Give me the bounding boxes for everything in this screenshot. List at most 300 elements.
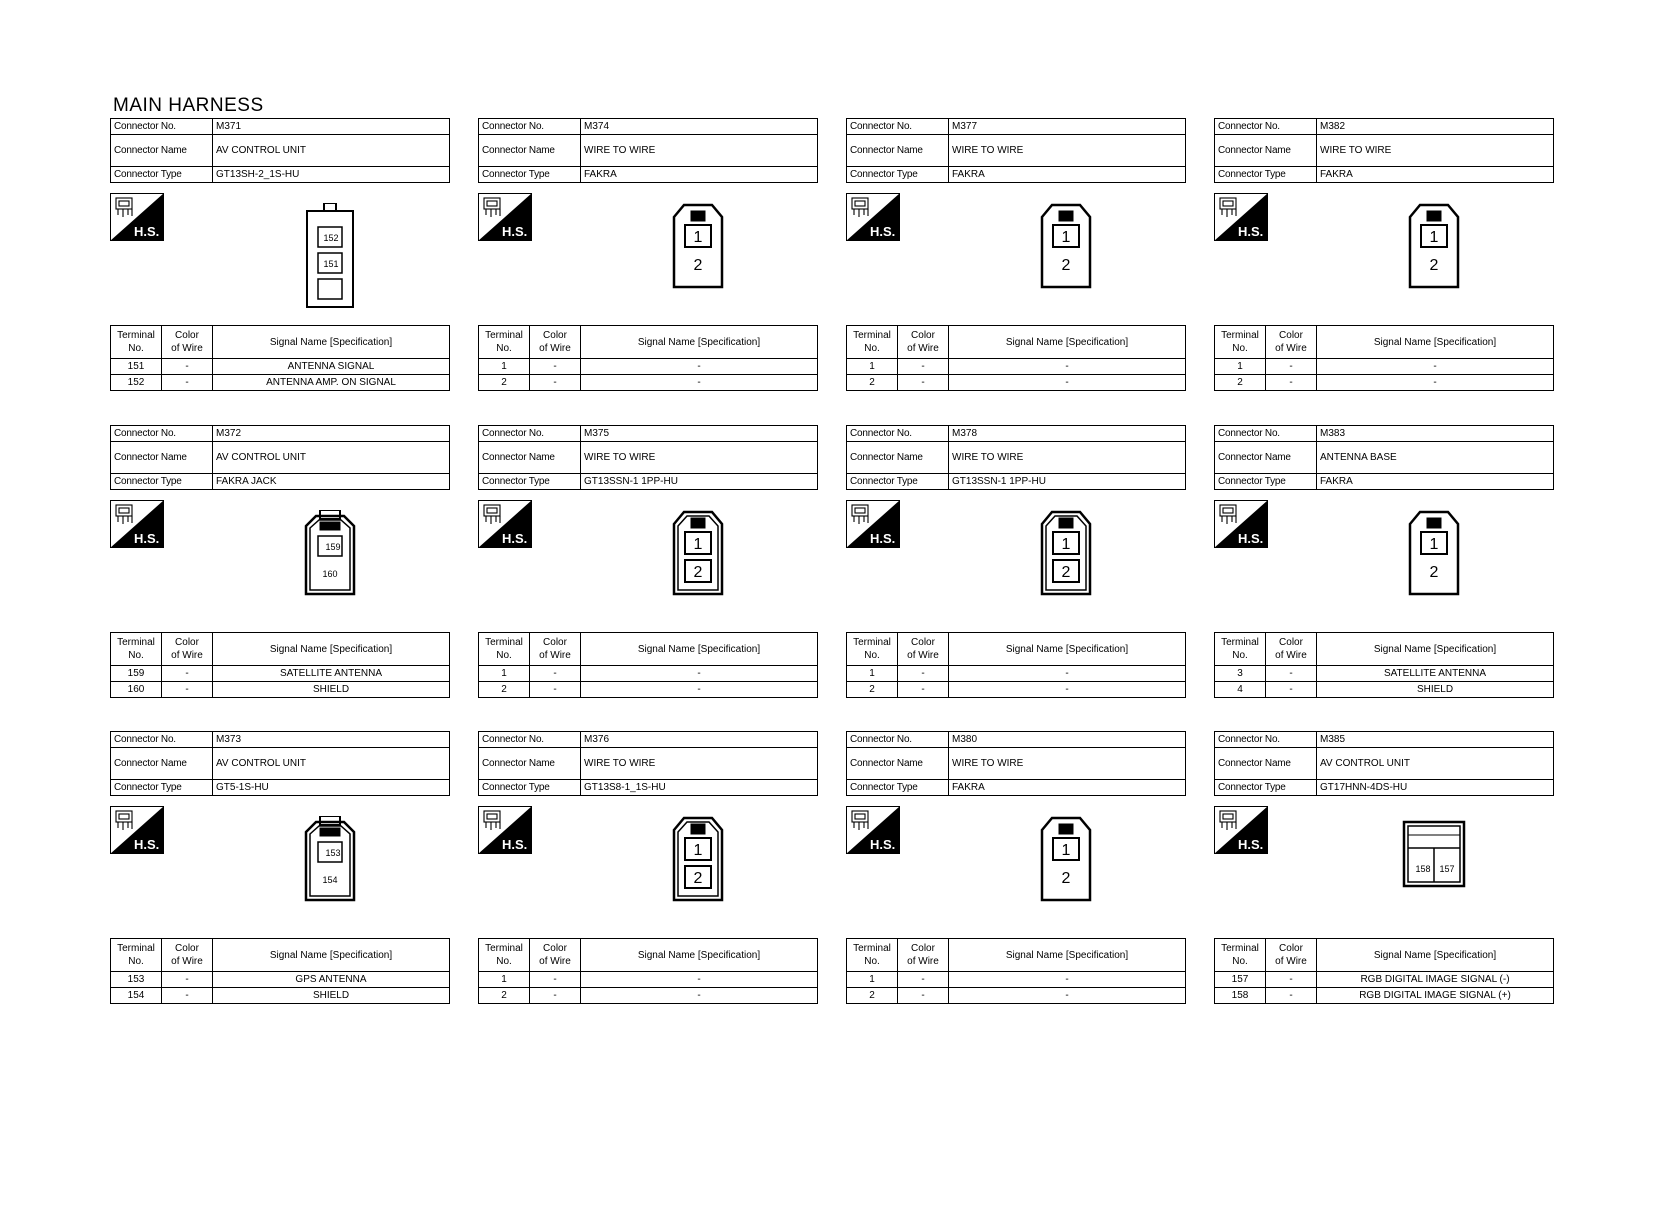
hs-label: H.S. <box>134 224 160 239</box>
col-color: Color of Wire <box>162 939 213 972</box>
connector-type-label: Connector Type <box>1215 167 1317 183</box>
pin-number: 159 <box>325 542 341 552</box>
terminal-table <box>478 938 818 1004</box>
connector-block <box>110 425 450 700</box>
connector-diagram <box>1016 510 1116 615</box>
col-color: Color of Wire <box>1266 939 1317 972</box>
table-header-row <box>847 326 1186 359</box>
col-color: Color of Wire <box>1266 326 1317 359</box>
table-row <box>847 375 1186 391</box>
col-color: Color of Wire <box>530 939 581 972</box>
connector-no-label: Connector No. <box>111 119 213 135</box>
pin-number: 1 <box>1061 842 1071 859</box>
connector-diagram <box>648 203 748 308</box>
connector-name-value: WIRE TO WIRE <box>581 135 818 167</box>
connector-block <box>110 731 450 1006</box>
table-header-row <box>847 633 1186 666</box>
terminal-table <box>1214 632 1554 698</box>
pin-number: 2 <box>1061 564 1071 581</box>
connector-type-label: Connector Type <box>479 474 581 490</box>
hs-label: H.S. <box>1238 837 1264 852</box>
col-color: Color of Wire <box>1266 633 1317 666</box>
connector-diagram <box>648 816 748 921</box>
col-signal: Signal Name [Specification] <box>1317 633 1554 666</box>
connector-type-value: FAKRA <box>949 167 1186 183</box>
wire-color: - <box>530 682 581 698</box>
pin-number: 151 <box>323 259 339 269</box>
terminal-no: 151 <box>111 359 162 375</box>
wire-color: - <box>162 972 213 988</box>
terminal-no: 160 <box>111 682 162 698</box>
col-color: Color of Wire <box>530 326 581 359</box>
connector-name-label: Connector Name <box>847 748 949 780</box>
connector-header <box>846 118 1186 183</box>
table-header-row <box>111 326 450 359</box>
connector-no-label: Connector No. <box>111 426 213 442</box>
harness-side-icon <box>110 806 164 854</box>
harness-side-icon <box>846 500 900 548</box>
terminal-no: 4 <box>1215 682 1266 698</box>
table-row <box>479 682 818 698</box>
terminal-no: 158 <box>1215 988 1266 1004</box>
harness-side-icon <box>1214 193 1268 241</box>
terminal-no: 154 <box>111 988 162 1004</box>
hs-label: H.S. <box>502 224 528 239</box>
harness-side-icon <box>110 500 164 548</box>
connector-no-label: Connector No. <box>479 426 581 442</box>
connector-no-value: M380 <box>949 732 1186 748</box>
wire-color: - <box>162 682 213 698</box>
signal-name: RGB DIGITAL IMAGE SIGNAL (+) <box>1317 988 1554 1004</box>
col-signal: Signal Name [Specification] <box>213 939 450 972</box>
pin-number: 157 <box>1439 864 1455 874</box>
wire-color: - <box>1266 375 1317 391</box>
wire-color: - <box>898 375 949 391</box>
table-row <box>1215 972 1554 988</box>
col-color: Color of Wire <box>530 633 581 666</box>
col-signal: Signal Name [Specification] <box>949 939 1186 972</box>
wire-color: - <box>1266 682 1317 698</box>
connector-name-value: WIRE TO WIRE <box>581 442 818 474</box>
table-row <box>111 972 450 988</box>
pin-number: 2 <box>1429 564 1439 581</box>
wire-color: - <box>1266 972 1317 988</box>
hs-label: H.S. <box>1238 531 1264 546</box>
page-title: MAIN HARNESS <box>113 95 264 116</box>
terminal-table <box>846 938 1186 1004</box>
col-color: Color of Wire <box>162 633 213 666</box>
connector-name-label: Connector Name <box>111 748 213 780</box>
signal-name: - <box>1317 359 1554 375</box>
wire-color: - <box>898 666 949 682</box>
connector-name-label: Connector Name <box>479 748 581 780</box>
connector-name-value: WIRE TO WIRE <box>581 748 818 780</box>
terminal-table <box>846 325 1186 391</box>
terminal-no: 152 <box>111 375 162 391</box>
signal-name: SHIELD <box>1317 682 1554 698</box>
wire-color: - <box>162 375 213 391</box>
connector-header <box>478 425 818 490</box>
connector-name-label: Connector Name <box>111 442 213 474</box>
terminal-no: 1 <box>479 972 530 988</box>
connector-name-label: Connector Name <box>479 442 581 474</box>
connector-type-label: Connector Type <box>1215 474 1317 490</box>
connector-block <box>110 118 450 393</box>
col-terminal: Terminal No. <box>1215 939 1266 972</box>
table-row <box>1215 682 1554 698</box>
table-header-row <box>1215 633 1554 666</box>
pin-number: 1 <box>1429 536 1439 553</box>
pin-number: 1 <box>693 229 703 246</box>
connector-no-value: M377 <box>949 119 1186 135</box>
connector-block <box>1214 425 1554 700</box>
col-signal: Signal Name [Specification] <box>213 633 450 666</box>
harness-side-icon <box>1214 806 1268 854</box>
table-row <box>479 988 818 1004</box>
signal-name: - <box>581 682 818 698</box>
harness-side-icon <box>478 193 532 241</box>
wire-color: - <box>162 988 213 1004</box>
pin-number: 2 <box>1061 870 1071 887</box>
connector-type-value: GT13SSN-1 1PP-HU <box>949 474 1186 490</box>
signal-name: GPS ANTENNA <box>213 972 450 988</box>
terminal-table <box>110 325 450 391</box>
connector-no-value: M383 <box>1317 426 1554 442</box>
table-row <box>479 359 818 375</box>
wire-color: - <box>530 988 581 1004</box>
connector-diagram <box>648 510 748 615</box>
wire-color: - <box>898 682 949 698</box>
connector-name-value: AV CONTROL UNIT <box>1317 748 1554 780</box>
col-terminal: Terminal No. <box>111 939 162 972</box>
connector-type-value: FAKRA JACK <box>213 474 450 490</box>
connector-no-label: Connector No. <box>847 119 949 135</box>
pin-number: 1 <box>1061 536 1071 553</box>
table-header-row <box>111 633 450 666</box>
table-row <box>111 375 450 391</box>
pin-number: 153 <box>325 848 341 858</box>
connector-header <box>478 118 818 183</box>
connector-no-label: Connector No. <box>479 732 581 748</box>
signal-name: SATELLITE ANTENNA <box>1317 666 1554 682</box>
terminal-no: 2 <box>479 988 530 1004</box>
terminal-table <box>478 632 818 698</box>
connector-no-value: M375 <box>581 426 818 442</box>
table-header-row <box>479 939 818 972</box>
col-color: Color of Wire <box>898 633 949 666</box>
connector-no-value: M385 <box>1317 732 1554 748</box>
connector-block <box>846 425 1186 700</box>
harness-side-icon <box>1214 500 1268 548</box>
table-row <box>479 375 818 391</box>
col-terminal: Terminal No. <box>111 633 162 666</box>
connector-type-value: GT13SSN-1 1PP-HU <box>581 474 818 490</box>
terminal-no: 1 <box>847 666 898 682</box>
terminal-no: 2 <box>847 988 898 1004</box>
terminal-table <box>478 325 818 391</box>
wire-color: - <box>530 359 581 375</box>
terminal-table <box>110 938 450 1004</box>
connector-no-label: Connector No. <box>847 426 949 442</box>
col-terminal: Terminal No. <box>479 326 530 359</box>
table-row <box>847 359 1186 375</box>
col-color: Color of Wire <box>898 326 949 359</box>
pin-number: 1 <box>1061 229 1071 246</box>
terminal-no: 1 <box>479 359 530 375</box>
connector-no-label: Connector No. <box>1215 732 1317 748</box>
signal-name: RGB DIGITAL IMAGE SIGNAL (-) <box>1317 972 1554 988</box>
wire-color: - <box>162 666 213 682</box>
pin-number: 2 <box>693 564 703 581</box>
hs-label: H.S. <box>1238 224 1264 239</box>
connector-diagram <box>1384 816 1484 921</box>
hs-label: H.S. <box>870 837 896 852</box>
connector-no-value: M372 <box>213 426 450 442</box>
connector-name-label: Connector Name <box>1215 135 1317 167</box>
table-row <box>1215 988 1554 1004</box>
connector-no-label: Connector No. <box>847 732 949 748</box>
connector-diagram <box>1016 203 1116 308</box>
terminal-no: 159 <box>111 666 162 682</box>
connector-type-label: Connector Type <box>847 167 949 183</box>
pin-number: 160 <box>322 569 338 579</box>
table-row <box>847 988 1186 1004</box>
col-terminal: Terminal No. <box>1215 326 1266 359</box>
connector-type-label: Connector Type <box>1215 780 1317 796</box>
connector-name-label: Connector Name <box>111 135 213 167</box>
connector-header <box>1214 118 1554 183</box>
wire-color: - <box>530 666 581 682</box>
connector-name-label: Connector Name <box>847 135 949 167</box>
table-header-row <box>111 939 450 972</box>
harness-side-icon <box>846 193 900 241</box>
col-terminal: Terminal No. <box>847 326 898 359</box>
col-terminal: Terminal No. <box>479 633 530 666</box>
connector-type-label: Connector Type <box>111 780 213 796</box>
table-row <box>111 666 450 682</box>
signal-name: - <box>949 988 1186 1004</box>
pin-number: 1 <box>1429 229 1439 246</box>
harness-side-icon <box>110 193 164 241</box>
connector-no-value: M371 <box>213 119 450 135</box>
signal-name: - <box>949 666 1186 682</box>
connector-header <box>110 425 450 490</box>
hs-label: H.S. <box>502 837 528 852</box>
pin-number: 2 <box>693 870 703 887</box>
connector-type-label: Connector Type <box>479 780 581 796</box>
connector-name-value: WIRE TO WIRE <box>949 442 1186 474</box>
connector-no-value: M376 <box>581 732 818 748</box>
table-row <box>847 666 1186 682</box>
connector-name-value: WIRE TO WIRE <box>949 748 1186 780</box>
table-row <box>1215 359 1554 375</box>
connector-block <box>1214 731 1554 1006</box>
connector-type-label: Connector Type <box>111 474 213 490</box>
table-row <box>479 666 818 682</box>
wire-color: - <box>530 972 581 988</box>
connector-block <box>478 118 818 393</box>
col-signal: Signal Name [Specification] <box>581 633 818 666</box>
connector-header <box>1214 425 1554 490</box>
pin-number: 1 <box>693 536 703 553</box>
terminal-no: 2 <box>479 682 530 698</box>
connector-no-label: Connector No. <box>479 119 581 135</box>
connector-type-label: Connector Type <box>111 167 213 183</box>
wire-color: - <box>898 972 949 988</box>
pin-number: 2 <box>1061 257 1071 274</box>
terminal-no: 2 <box>1215 375 1266 391</box>
signal-name: - <box>581 359 818 375</box>
connector-diagram <box>1384 510 1484 615</box>
col-terminal: Terminal No. <box>479 939 530 972</box>
wire-color: - <box>530 375 581 391</box>
signal-name: - <box>1317 375 1554 391</box>
connector-name-value: WIRE TO WIRE <box>949 135 1186 167</box>
terminal-no: 1 <box>847 972 898 988</box>
harness-side-icon <box>846 806 900 854</box>
terminal-table <box>1214 325 1554 391</box>
terminal-no: 1 <box>479 666 530 682</box>
connector-type-label: Connector Type <box>479 167 581 183</box>
signal-name: - <box>581 666 818 682</box>
connector-block <box>1214 118 1554 393</box>
table-header-row <box>479 326 818 359</box>
connector-name-label: Connector Name <box>1215 442 1317 474</box>
harness-side-icon <box>478 500 532 548</box>
terminal-no: 1 <box>847 359 898 375</box>
connector-no-label: Connector No. <box>111 732 213 748</box>
signal-name: - <box>581 988 818 1004</box>
hs-label: H.S. <box>870 531 896 546</box>
connector-header <box>1214 731 1554 796</box>
table-row <box>847 972 1186 988</box>
terminal-no: 3 <box>1215 666 1266 682</box>
terminal-no: 157 <box>1215 972 1266 988</box>
connector-type-label: Connector Type <box>847 474 949 490</box>
connector-block <box>846 118 1186 393</box>
connector-no-value: M374 <box>581 119 818 135</box>
pin-number: 2 <box>1429 257 1439 274</box>
terminal-no: 153 <box>111 972 162 988</box>
col-color: Color of Wire <box>898 939 949 972</box>
connector-no-value: M378 <box>949 426 1186 442</box>
signal-name: ANTENNA AMP. ON SIGNAL <box>213 375 450 391</box>
connector-header <box>110 118 450 183</box>
terminal-no: 1 <box>1215 359 1266 375</box>
terminal-no: 2 <box>847 375 898 391</box>
connector-header <box>846 731 1186 796</box>
terminal-no: 2 <box>479 375 530 391</box>
wire-color: - <box>1266 359 1317 375</box>
connector-name-value: ANTENNA BASE <box>1317 442 1554 474</box>
wire-color: - <box>1266 988 1317 1004</box>
col-terminal: Terminal No. <box>1215 633 1266 666</box>
connector-no-label: Connector No. <box>1215 119 1317 135</box>
connector-name-label: Connector Name <box>847 442 949 474</box>
col-signal: Signal Name [Specification] <box>213 326 450 359</box>
connector-block <box>478 731 818 1006</box>
connector-type-value: FAKRA <box>1317 474 1554 490</box>
signal-name: - <box>581 972 818 988</box>
table-header-row <box>1215 939 1554 972</box>
table-header-row <box>1215 326 1554 359</box>
connector-no-value: M382 <box>1317 119 1554 135</box>
table-row <box>1215 666 1554 682</box>
col-signal: Signal Name [Specification] <box>949 633 1186 666</box>
connector-type-label: Connector Type <box>847 780 949 796</box>
connector-no-label: Connector No. <box>1215 426 1317 442</box>
connector-block <box>846 731 1186 1006</box>
signal-name: - <box>949 972 1186 988</box>
table-row <box>111 682 450 698</box>
signal-name: - <box>949 359 1186 375</box>
signal-name: - <box>949 375 1186 391</box>
connector-type-value: FAKRA <box>949 780 1186 796</box>
table-header-row <box>479 633 818 666</box>
harness-side-icon <box>478 806 532 854</box>
connector-name-label: Connector Name <box>1215 748 1317 780</box>
pin-number: 154 <box>322 875 338 885</box>
connector-diagram <box>280 510 380 615</box>
table-header-row <box>847 939 1186 972</box>
signal-name: ANTENNA SIGNAL <box>213 359 450 375</box>
signal-name: SHIELD <box>213 988 450 1004</box>
terminal-table <box>110 632 450 698</box>
col-signal: Signal Name [Specification] <box>1317 939 1554 972</box>
terminal-table <box>846 632 1186 698</box>
connector-type-value: GT17HNN-4DS-HU <box>1317 780 1554 796</box>
col-terminal: Terminal No. <box>847 939 898 972</box>
connector-name-value: AV CONTROL UNIT <box>213 748 450 780</box>
hs-label: H.S. <box>134 531 160 546</box>
connector-diagram <box>280 816 380 921</box>
pin-number: 158 <box>1415 864 1431 874</box>
connector-type-value: FAKRA <box>1317 167 1554 183</box>
signal-name: SHIELD <box>213 682 450 698</box>
connector-no-value: M373 <box>213 732 450 748</box>
connector-type-value: FAKRA <box>581 167 818 183</box>
connector-name-value: AV CONTROL UNIT <box>213 135 450 167</box>
connector-name-value: WIRE TO WIRE <box>1317 135 1554 167</box>
connector-header <box>110 731 450 796</box>
pin-number: 1 <box>693 842 703 859</box>
pin-number: 2 <box>693 257 703 274</box>
hs-label: H.S. <box>502 531 528 546</box>
signal-name: - <box>949 682 1186 698</box>
col-signal: Signal Name [Specification] <box>581 326 818 359</box>
wire-color: - <box>162 359 213 375</box>
hs-label: H.S. <box>870 224 896 239</box>
connector-header <box>846 425 1186 490</box>
col-signal: Signal Name [Specification] <box>949 326 1186 359</box>
terminal-table <box>1214 938 1554 1004</box>
connector-diagram <box>1016 816 1116 921</box>
table-row <box>111 988 450 1004</box>
table-row <box>111 359 450 375</box>
signal-name: - <box>581 375 818 391</box>
col-terminal: Terminal No. <box>847 633 898 666</box>
connector-type-value: GT5-1S-HU <box>213 780 450 796</box>
col-signal: Signal Name [Specification] <box>581 939 818 972</box>
connector-type-value: GT13SH-2_1S-HU <box>213 167 450 183</box>
table-row <box>1215 375 1554 391</box>
connector-header <box>478 731 818 796</box>
connector-diagram <box>280 203 380 308</box>
terminal-no: 2 <box>847 682 898 698</box>
connector-name-value: AV CONTROL UNIT <box>213 442 450 474</box>
hs-label: H.S. <box>134 837 160 852</box>
col-color: Color of Wire <box>162 326 213 359</box>
